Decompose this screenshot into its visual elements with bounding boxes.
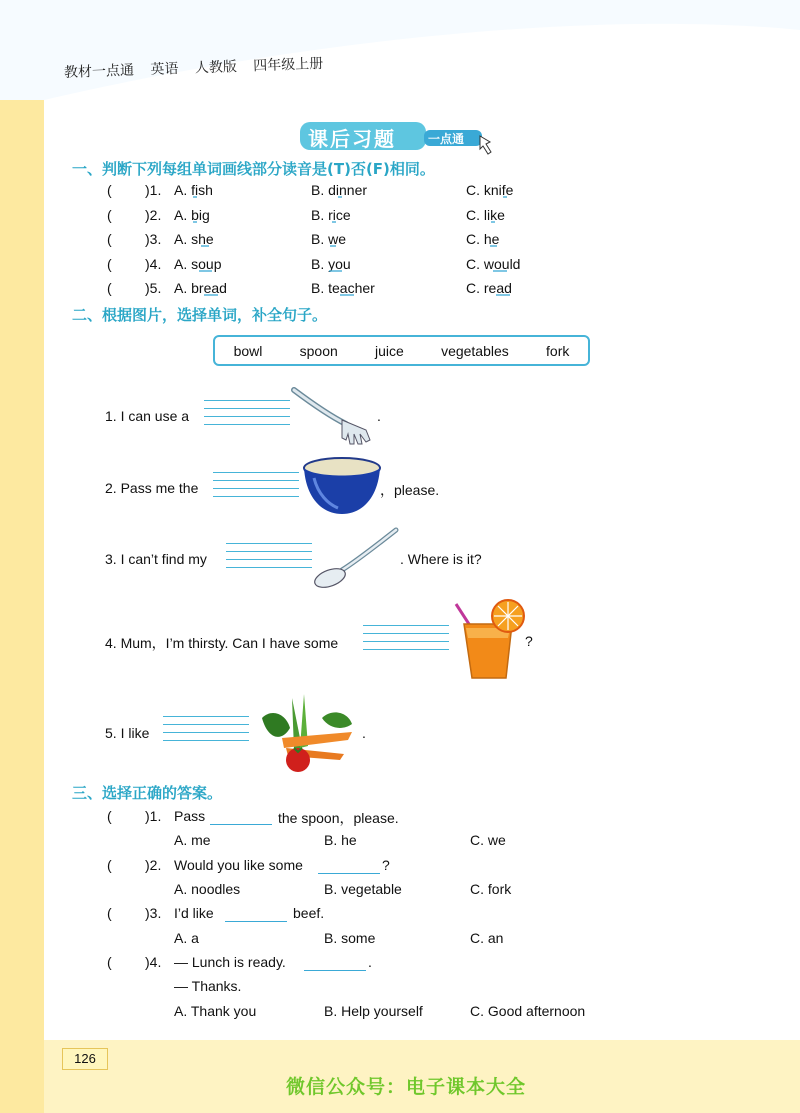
s1-num-5: )5. [145,280,162,296]
s1-row-5: ( [107,280,112,296]
s3-q4-paren: ( [107,954,112,970]
s3-q4-pre: — Lunch is ready. [174,954,286,970]
s1-num-4: )4. [145,256,162,272]
word-vegetables: vegetables [441,342,509,359]
s1-a-2: A. big [174,207,210,223]
s2-q1-text: 1. I can use a [105,408,190,424]
banner-title: 课后习题 [308,127,396,151]
word-juice: juice [375,342,404,359]
s2-q3-end: . Where is it? [400,551,482,567]
s2-q4-end: ? [525,633,533,649]
s1-b-2: B. rice [311,207,351,223]
s3-q4-b: B. Help yourself [324,1003,423,1019]
s3-q3-a: A. a [174,930,199,946]
page-number: 126 [62,1048,108,1070]
s3-q4-reply: — Thanks. [174,978,242,994]
header-grade: 四年级上册 [252,55,324,75]
s3-q1-num: )1. [145,808,162,824]
s2-q1-blank[interactable] [204,400,290,432]
s3-q4-a: A. Thank you [174,1003,257,1019]
spoon-icon [312,526,400,588]
s1-c-3: C. he [466,231,500,247]
word-bank [213,335,590,366]
s1-a-3: A. she [174,231,214,247]
bowl-icon [300,454,384,520]
s3-q1-b: B. he [324,832,357,848]
header-book: 教材一点通 [63,62,135,81]
s1-num-3: )3. [145,231,162,247]
s3-q2-c: C. fork [470,881,512,897]
s2-q3-blank[interactable] [226,543,312,575]
word-fork: fork [546,342,570,359]
s3-q2-a: A. noodles [174,881,241,897]
s3-q2-paren: ( [107,857,112,873]
word-bowl: bowl [233,342,263,359]
fork-icon [290,382,376,446]
s2-q4-text: 4. Mum，I’m thirsty. Can I have some [105,635,339,651]
s1-a-1: A. fish [174,182,213,198]
s3-q1-paren: ( [107,808,112,824]
s3-q4-c: C. Good afternoon [470,1003,586,1019]
s1-row-3: ( [107,231,112,247]
s2-q2-end: ，please. [380,482,440,498]
section3-title: 三、选择正确的答案。 [72,784,223,802]
banner-tag: 一点通 [428,132,465,146]
s3-q4-post: . [368,954,372,970]
s1-c-5: C. read [466,280,512,296]
s3-q2-post: ? [382,857,390,873]
s2-q1-end: . [377,408,381,424]
s3-q2-pre: Would you like some [174,857,303,873]
s3-q2-num: )2. [145,857,162,873]
s3-q1-blank[interactable] [210,810,272,825]
s1-c-2: C. like [466,207,505,223]
s3-q3-pre: I’d like [174,905,214,921]
s2-q5-blank[interactable] [163,716,249,748]
s3-q1-post: the spoon，please. [278,810,399,826]
s1-row-4: ( [107,256,112,272]
s1-row-1: ( [107,182,112,198]
s3-q4-blank[interactable] [304,956,366,971]
s3-q3-blank[interactable] [225,907,287,922]
s1-b-3: B. we [311,231,347,247]
phonics-underlines [0,0,800,300]
s3-q3-c: C. an [470,930,504,946]
s2-q4-blank[interactable] [363,625,449,657]
s1-a-5: A. bread [174,280,227,296]
footer-brand: 微信公众号：电子课本大全 [286,1076,527,1098]
s3-q1-a: A. me [174,832,211,848]
word-spoon: spoon [299,342,338,359]
s3-q4-num: )4. [145,954,162,970]
header-edition: 人教版 [194,58,238,77]
s1-b-5: B. teacher [311,280,375,296]
s3-q3-b: B. some [324,930,376,946]
s3-q2-blank[interactable] [318,859,380,874]
header-subject: 英语 [150,61,179,78]
s3-q3-paren: ( [107,905,112,921]
s2-q2-text: 2. Pass me the [105,480,199,496]
s1-b-4: B. you [311,256,351,272]
s2-q5-text: 5. I like [105,725,150,741]
s1-b-1: B. dinner [311,182,368,198]
s1-c-1: C. knife [466,182,514,198]
section1-title: 一、判断下列每组单词画线部分读音是(T)否(F)相同。 [72,160,435,178]
s1-num-2: )2. [145,207,162,223]
s3-q3-num: )3. [145,905,162,921]
s2-q2-blank[interactable] [213,472,299,504]
s3-q1-c: C. we [470,832,506,848]
vegetables-icon [252,688,360,774]
s3-q3-post: beef. [293,905,325,921]
s1-num-1: )1. [145,182,162,198]
section2-title: 二、根据图片，选择单词，补全句子。 [72,306,328,324]
s1-a-4: A. soup [174,256,222,272]
s1-c-4: C. would [466,256,521,272]
s3-q2-b: B. vegetable [324,881,402,897]
s2-q5-end: . [362,725,366,741]
s1-row-2: ( [107,207,112,223]
s3-q1-pre: Pass [174,808,206,824]
juice-icon [450,598,526,684]
s2-q3-text: 3. I can’t find my [105,551,207,567]
